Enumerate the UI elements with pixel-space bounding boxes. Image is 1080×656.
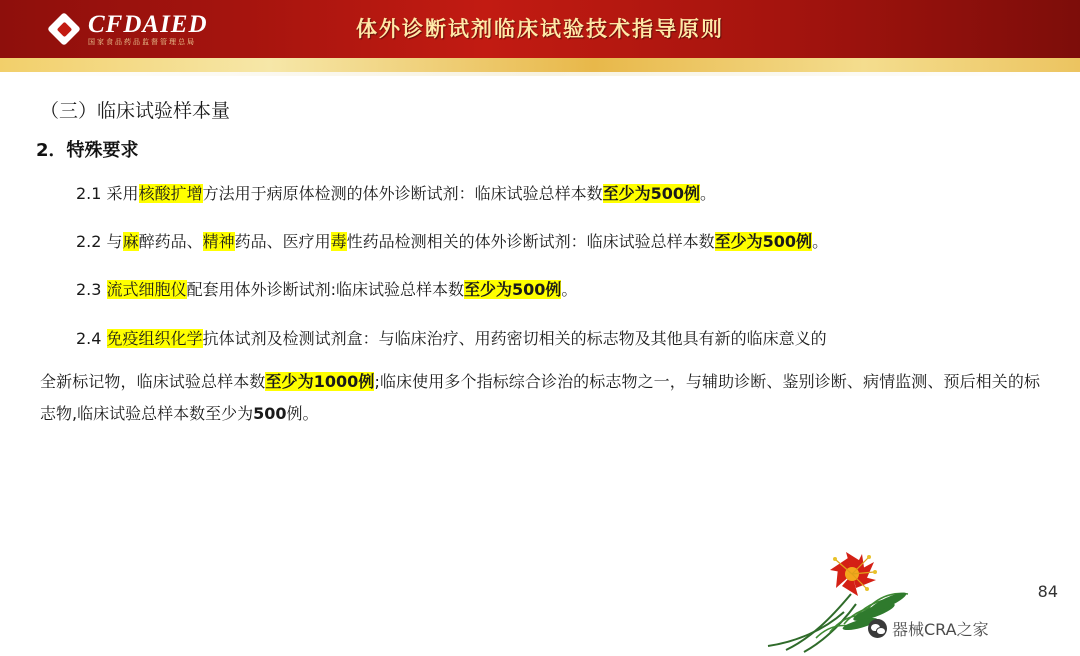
item-number: 2.2	[76, 232, 102, 251]
item-highlight: 核酸扩增	[138, 184, 203, 203]
item-text-part: 采用	[106, 184, 139, 203]
item-highlight: 至少为500例	[602, 184, 700, 203]
body-paragraph	[40, 366, 1040, 430]
paragraph-highlight: 至少为1000例	[265, 372, 375, 391]
watermark	[868, 617, 989, 640]
logo	[48, 11, 208, 49]
header-gold-band	[0, 58, 1080, 72]
item-text-part: 醉药品、	[138, 232, 203, 251]
item-highlight: 免疫组织化学	[106, 329, 203, 348]
item-highlight: 毒	[330, 232, 347, 251]
item-text-part: 性药品检测相关的体外诊断试剂：临床试验总样本数	[346, 232, 715, 251]
item-highlight: 流式细胞仪	[106, 280, 187, 299]
subsection-title: 2．特殊要求	[36, 140, 139, 161]
item-highlight: 至少为500例	[714, 232, 813, 251]
item-text-part: 。	[561, 280, 578, 299]
item-text-part: 方法用于病原体检测的体外诊断试剂：临床试验总样本数	[202, 184, 603, 203]
item-highlight: 精神	[202, 232, 235, 251]
item-number: 2.1	[76, 184, 102, 203]
paragraph-part: 全新标记物，临床试验总样本数	[40, 372, 266, 391]
paragraph-bold: 500	[253, 404, 287, 423]
item-text-part: 配套用体外诊断试剂:临床试验总样本数	[186, 280, 464, 299]
section-title: （三）临床试验样本量	[40, 100, 231, 122]
item-text-part: 。	[700, 184, 717, 203]
watermark-text: 器械CRA之家	[892, 620, 989, 639]
item-highlight: 至少为500例	[463, 280, 562, 299]
item-text-part: 药品、医疗用	[234, 232, 331, 251]
wechat-icon	[868, 619, 887, 638]
item-text-part: 。	[812, 232, 829, 251]
page-number: 84	[1037, 582, 1058, 601]
paragraph-part: ;临床使用多个指标综合诊治的标志物之一，与辅助诊断、鉴别诊断、病情监测、预后相关的标志物,临床试验总样本数至少为	[40, 372, 1040, 423]
diamond-logo-icon	[48, 13, 82, 47]
item-text-part: 与	[106, 232, 123, 251]
logo-subtitle: 国家食品药品监督管理总局	[88, 39, 196, 46]
list-item	[76, 275, 1056, 305]
paragraph-part: 例。	[286, 404, 319, 423]
list-item	[76, 324, 1036, 354]
item-number: 2.3	[76, 280, 102, 299]
logo-title: CFDAIED	[88, 11, 208, 38]
page-title: 体外诊断试剂临床试验技术指导原则	[356, 17, 724, 41]
slide-body	[0, 76, 1080, 639]
item-text-part: 抗体试剂及检测试剂盒：与临床治疗、用药密切相关的标志物及其他具有新的临床意义的	[202, 329, 827, 348]
list-item	[76, 227, 1056, 257]
item-number: 2.4	[76, 329, 102, 348]
item-highlight: 麻	[122, 232, 139, 251]
list-item	[76, 179, 1056, 209]
